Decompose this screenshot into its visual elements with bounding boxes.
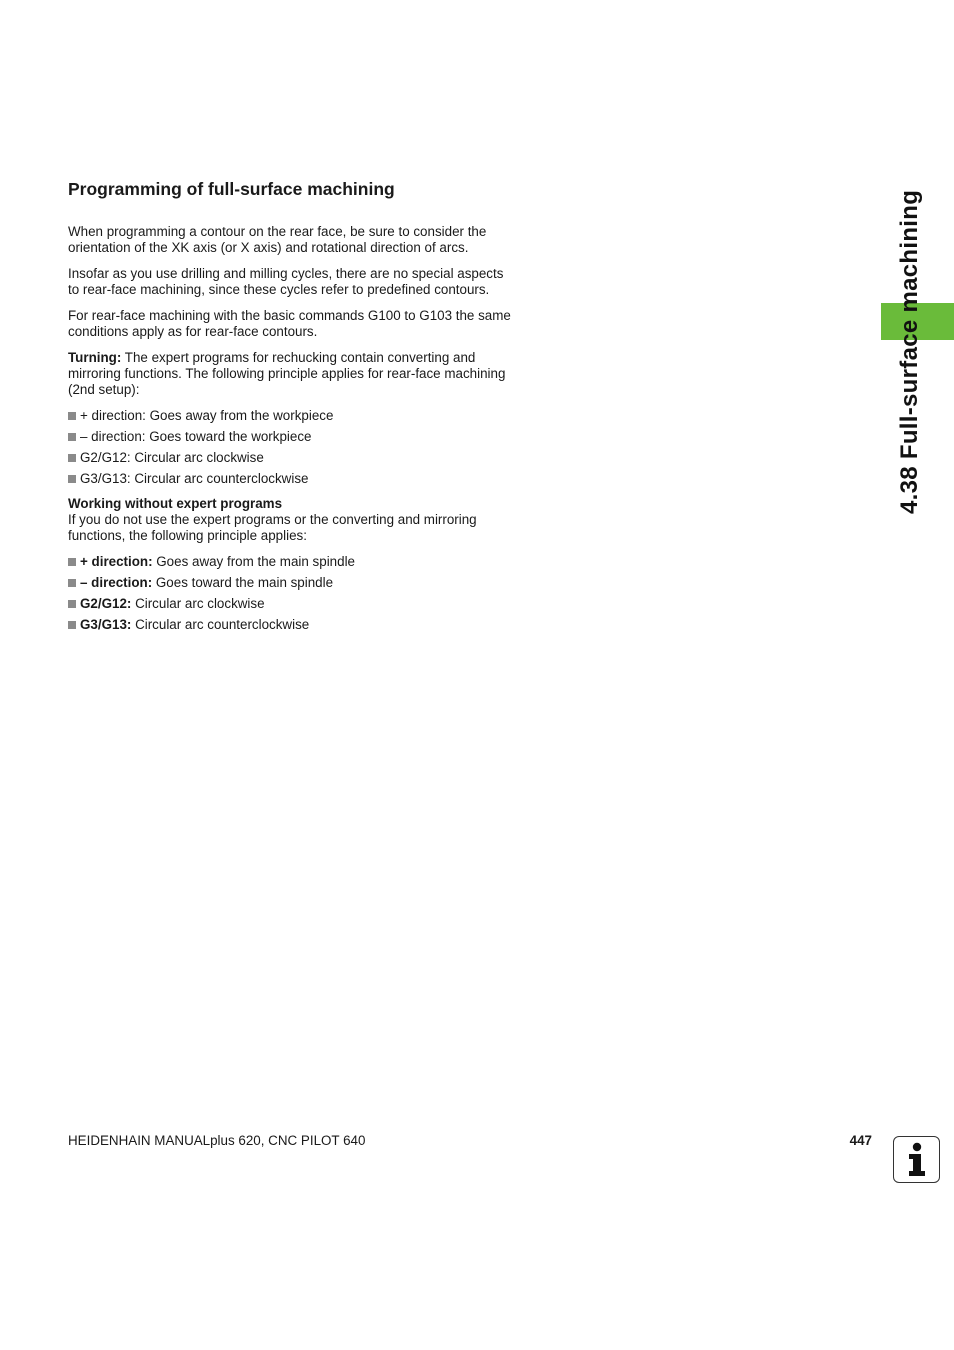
expert-principle-list	[68, 408, 513, 487]
list-item: + direction: Goes away from the main spindle	[68, 554, 513, 570]
turning-label: Turning:	[68, 350, 122, 365]
square-bullet-icon	[68, 454, 76, 462]
manual-principle-list	[68, 554, 513, 633]
paragraph-rear-face-orientation: When programming a contour on the rear face, be sure to consider the orientation of the XK axis (or X axis) and rotational direction of arcs.	[68, 224, 487, 255]
main-content	[68, 178, 513, 642]
info-icon	[893, 1136, 940, 1183]
list-item: G2/G12: Circular arc clockwise	[68, 596, 513, 612]
list-item: G2/G12: Circular arc clockwise	[68, 450, 513, 466]
list-item: – direction: Goes toward the workpiece	[68, 429, 513, 445]
square-bullet-icon	[68, 621, 76, 629]
chapter-side-title: 4.38 Full-surface machining	[896, 189, 923, 514]
list-item: G3/G13: Circular arc counterclockwise	[68, 471, 513, 487]
section-heading: Programming of full-surface machining	[68, 179, 395, 199]
paragraph-drilling-milling: Insofar as you use drilling and milling cycles, there are no special aspects to rear-face machining, since these cycles refer to predefined contours.	[68, 266, 504, 297]
subheading-without-expert: Working without expert programs	[68, 496, 283, 511]
square-bullet-icon	[68, 558, 76, 566]
list-item: – direction: Goes toward the main spindle	[68, 575, 513, 591]
square-bullet-icon	[68, 475, 76, 483]
square-bullet-icon	[68, 433, 76, 441]
page-number: 447	[849, 1133, 872, 1148]
paragraph-without-expert: If you do not use the expert programs or the converting and mirroring functions, the following principle applies:	[68, 512, 477, 543]
square-bullet-icon	[68, 579, 76, 587]
footer-manual-title: HEIDENHAIN MANUALplus 620, CNC PILOT 640	[68, 1133, 366, 1148]
paragraph-basic-commands: For rear-face machining with the basic commands G100 to G103 the same conditions apply as for rear-face contours.	[68, 308, 511, 339]
list-item: G3/G13: Circular arc counterclockwise	[68, 617, 513, 633]
square-bullet-icon	[68, 600, 76, 608]
list-item: + direction: Goes away from the workpiece	[68, 408, 513, 424]
turning-text: The expert programs for rechucking contain converting and mirroring functions. The following principle applies for rear-face machining (2nd setup):	[68, 350, 506, 397]
square-bullet-icon	[68, 412, 76, 420]
paragraph-turning	[68, 350, 513, 398]
